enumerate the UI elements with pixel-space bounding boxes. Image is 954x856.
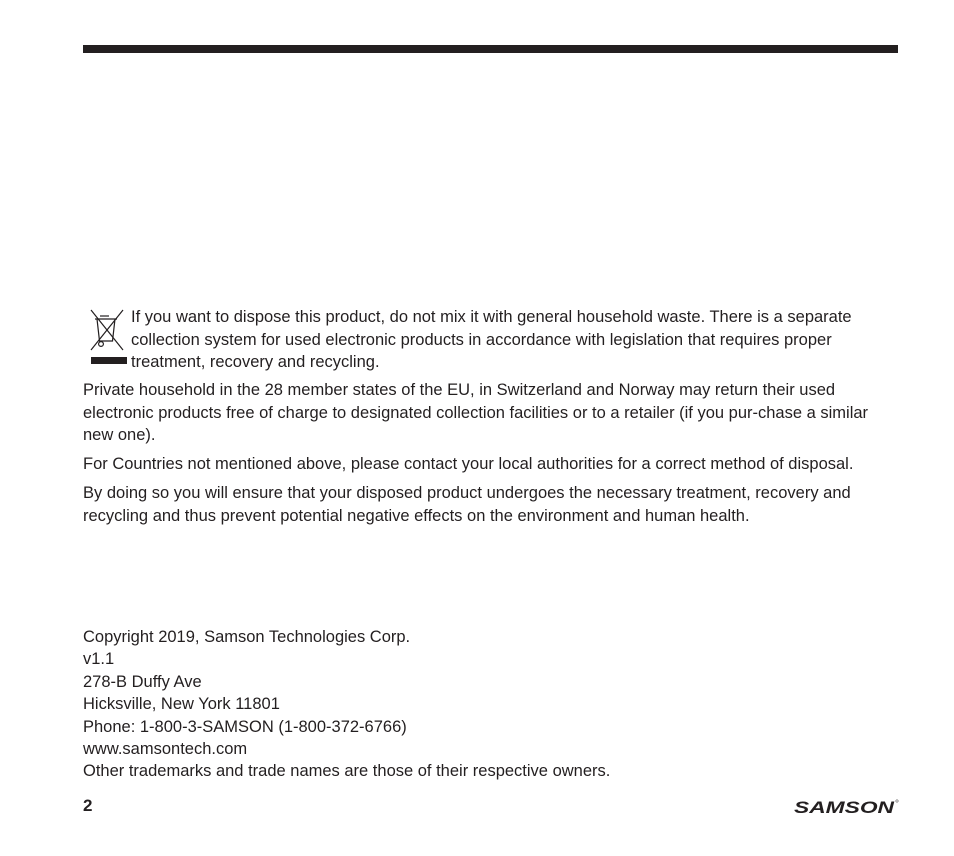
trademarks-line: Other trademarks and trade names are those of their respective owners.: [83, 762, 611, 781]
page-number: 2: [83, 796, 93, 815]
weee-text: If you want to dispose this product, do not mix it with general household waste. There is a separate collection system for used electronic products in accordance with legislation that requires proper treatment, recovery and recycling.: [131, 308, 852, 372]
version-line: v1.1: [83, 650, 115, 669]
city-line: Hicksville, New York 11801: [83, 695, 280, 714]
samson-logo: [794, 798, 899, 815]
paragraph-benefits: By doing so you will ensure that your disposed product undergoes the necessary treatment, recovery and recycling and thus prevent potential negative effects on the environment and human health.: [83, 484, 851, 525]
paragraph-eu-return: Private household in the 28 member states of the EU, in Switzerland and Norway may return their used electronic products free of charge to designated collection facilities or to a retailer (if you pur-chase a similar new one).: [83, 381, 869, 445]
phone-line: Phone: 1-800-3-SAMSON (1-800-372-6766): [83, 717, 407, 736]
street-line: 278-B Duffy Ave: [83, 672, 202, 691]
paragraph-other-countries: For Countries not mentioned above, please contact your local authorities for a correct method of disposal.: [83, 455, 854, 474]
disposal-info: [83, 379, 898, 534]
weee-notice: [83, 306, 898, 374]
brand-wordmark: SAMSON: [794, 798, 895, 815]
website-line: www.samsontech.com: [83, 740, 248, 759]
imprint: [83, 626, 898, 783]
crossed-out-wheeled-bin-icon: [87, 308, 127, 366]
copyright-line: Copyright 2019, Samson Technologies Corp.: [83, 628, 411, 646]
header-rule: [83, 45, 898, 53]
